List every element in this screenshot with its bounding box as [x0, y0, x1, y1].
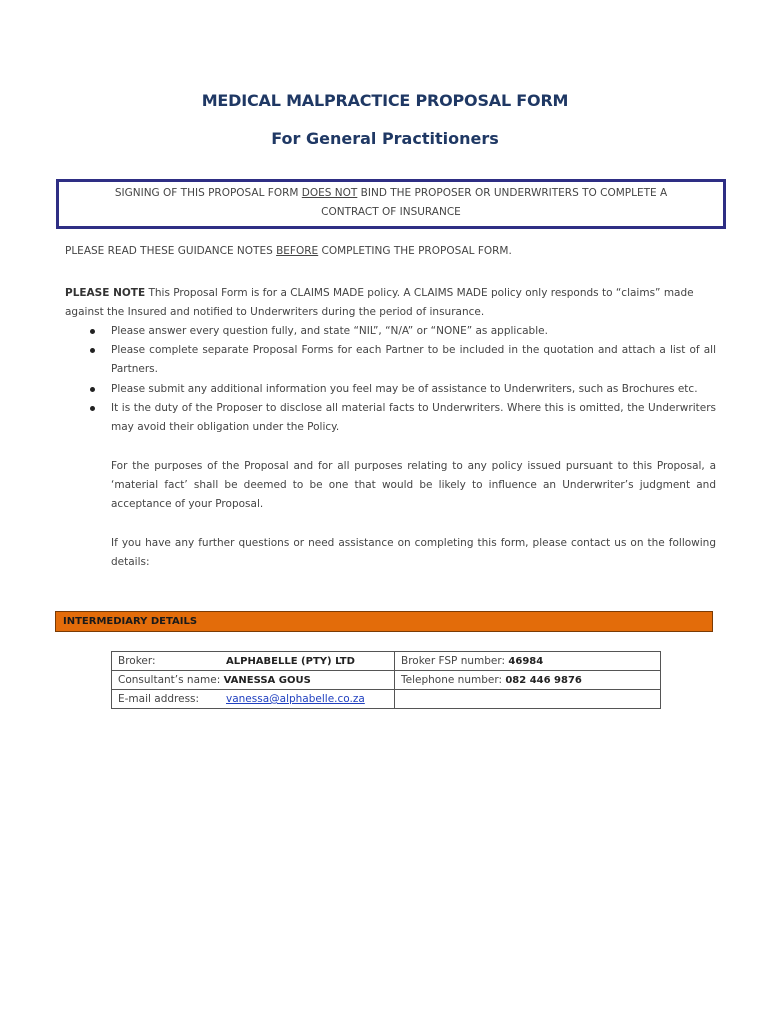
- list-item: It is the duty of the Proposer to disclose all material facts to Underwriters. Where this is omitted, the Underwriters may avoid their obligation under the Policy.: [111, 399, 716, 437]
- phone-cell: [395, 671, 661, 690]
- guidance-line: [65, 245, 725, 257]
- page-title: MEDICAL MALPRACTICE PROPOSAL FORM: [201, 91, 569, 110]
- guidance-underlined-text: BEFORE: [276, 245, 319, 257]
- please-note-text: This Proposal Form is for a CLAIMS MADE policy. A CLAIMS MADE policy only responds to “claims” made against the Insured and notified to Underwriters during the period of insurance.: [65, 287, 694, 319]
- binding-notice-box: [56, 179, 726, 229]
- consultant-label: Consultant’s name:: [118, 674, 224, 686]
- phone-label: Telephone number:: [401, 674, 506, 686]
- broker-cell: [112, 652, 395, 671]
- guidance-bullet-list: [65, 322, 716, 437]
- broker-label: Broker:: [118, 655, 156, 667]
- material-fact-paragraph: For the purposes of the Proposal and for all purposes relating to any policy issued pursuant to this Proposal, a ‘material fact’ shall be deemed to be one that would be likely to influence an Underwriter’s judgment and acceptance of your Proposal.: [111, 460, 716, 511]
- fsp-label: Broker FSP number:: [401, 655, 509, 667]
- list-item: Please answer every question fully, and state “NIL”, “N/A” or “NONE” as applicable.: [111, 322, 716, 341]
- consultant-value: VANESSA GOUS: [223, 675, 311, 686]
- table-row: [112, 671, 661, 690]
- notice-line-1: [59, 184, 723, 203]
- email-label: E-mail address:: [118, 693, 200, 705]
- guidance-text-2: COMPLETING THE PROPOSAL FORM.: [318, 245, 512, 257]
- intermediary-details-heading: INTERMEDIARY DETAILS: [55, 611, 713, 632]
- page-subtitle: For General Practitioners: [271, 129, 499, 148]
- broker-value: ALPHABELLE (PTY) LTD: [226, 656, 355, 667]
- notice-line-2: CONTRACT OF INSURANCE: [321, 206, 461, 218]
- phone-value: 082 446 9876: [505, 675, 582, 686]
- table-row: [112, 652, 661, 671]
- list-item: Please submit any additional information you feel may be of assistance to Underwriters, such as Brochures etc.: [111, 380, 716, 399]
- notice-text-2: BIND THE PROPOSER OR UNDERWRITERS TO COMPLETE A: [357, 187, 668, 199]
- email-link[interactable]: vanessa@alphabelle.co.za: [226, 693, 365, 705]
- please-note-label: PLEASE NOTE: [65, 287, 146, 299]
- contact-paragraph: If you have any further questions or need assistance on completing this form, please contact us on the following details:: [111, 537, 716, 569]
- please-note-paragraph: [65, 284, 716, 322]
- fsp-value: 46984: [508, 656, 544, 667]
- notice-underlined-text: DOES NOT: [301, 187, 358, 199]
- guidance-text-1: PLEASE READ THESE GUIDANCE NOTES: [65, 245, 277, 257]
- email-cell: [112, 690, 395, 709]
- empty-cell: [395, 690, 661, 709]
- consultant-cell: [112, 671, 395, 690]
- notice-text-1: SIGNING OF THIS PROPOSAL FORM: [114, 187, 302, 199]
- list-item: Please complete separate Proposal Forms for each Partner to be included in the quotation and attach a list of all Partners.: [111, 341, 716, 379]
- table-row: [112, 690, 661, 709]
- fsp-cell: [395, 652, 661, 671]
- intermediary-details-table: [111, 651, 661, 709]
